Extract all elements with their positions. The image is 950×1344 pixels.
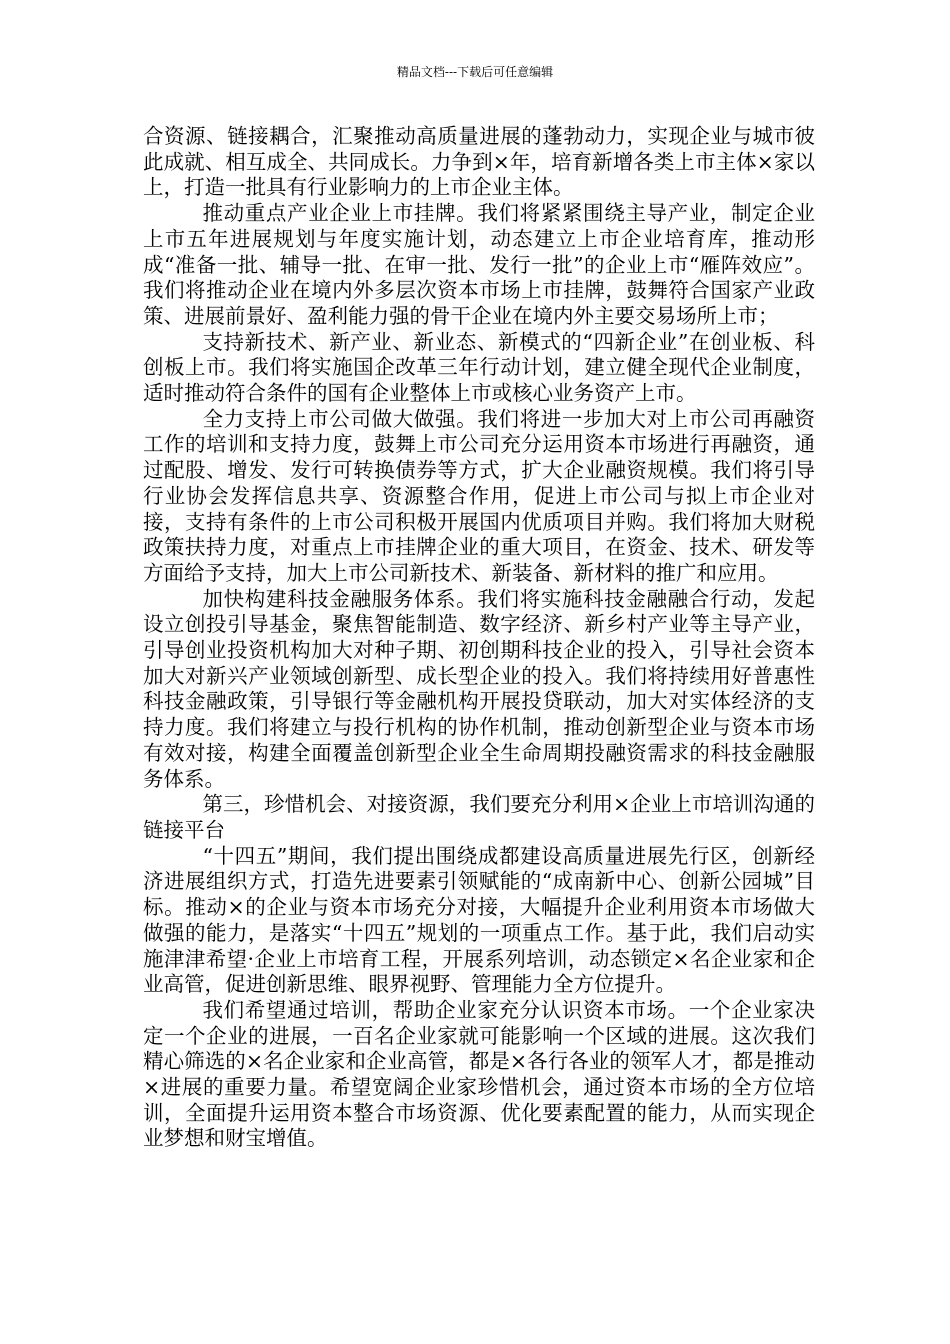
paragraph-6: 第三，珍惜机会、对接资源，我们要充分利用×企业上市培训沟通的链接平台: [143, 792, 815, 842]
paragraph-7: “十四五”期间，我们提出围绕成都建设高质量进展先行区，创新经济进展组织方式，打造先进要素引领赋能的“成南新中心、创新公园城”目标。推动×的企业与资本市场充分对接，大幅提升企业利用资本市场做大做强的能力，是落实“十四五”规划的一项重点工作。基于此，我们启动实施津津希望·企业上市培育工程，开展系列培训，动态锁定×名企业家和企业高管，促进创新思维、眼界视野、管理能力全方位提升。: [143, 843, 815, 997]
paragraph-5: 加快构建科技金融服务体系。我们将实施科技金融融合行动，发起设立创投引导基金，聚焦智能制造、数字经济、新乡村产业等主导产业，引导创业投资机构加大对种子期、初创期科技企业的投入，引导社会资本加大对新兴产业领域创新型、成长型企业的投入。我们将持续用好普惠性科技金融政策，引导银行等金融机构开展投贷联动，加大对实体经济的支持力度。我们将建立与投行机构的协作机制，推动创新型企业与资本市场有效对接，构建全面覆盖创新型企业全生命周期投融资需求的科技金融服务体系。: [143, 586, 815, 791]
paragraph-1: 合资源、链接耦合，汇聚推动高质量进展的蓬勃动力，实现企业与城市彼此成就、相互成全、共同成长。力争到×年，培育新增各类上市主体×家以上，打造一批具有行业影响力的上市企业主体。: [143, 124, 815, 200]
paragraph-4: 全力支持上市公司做大做强。我们将进一步加大对上市公司再融资工作的培训和支持力度，鼓舞上市公司充分运用资本市场进行再融资，通过配股、增发、发行可转换债券等方式，扩大企业融资规模。我们将引导行业协会发挥信息共享、资源整合作用，促进上市公司与拟上市企业对接，支持有条件的上市公司积极开展国内优质项目并购。我们将加大财税政策扶持力度，对重点上市挂牌企业的重大项目，在资金、技术、研发等方面给予支持，加大上市公司新技术、新装备、新材料的推广和应用。: [143, 406, 815, 585]
document-body: [143, 124, 815, 1152]
paragraph-2: 推动重点产业企业上市挂牌。我们将紧紧围绕主导产业，制定企业上市五年进展规划与年度实施计划，动态建立上市企业培育库，推动形成“准备一批、辅导一批、在审一批、发行一批”的企业上市“雁阵效应”。我们将推动企业在境内外多层次资本市场上市挂牌，鼓舞符合国家产业政策、进展前景好、盈利能力强的骨干企业在境内外主要交易场所上市；: [143, 201, 815, 328]
page-header: 精品文档---下载后可任意编辑: [396, 65, 554, 79]
paragraph-8: 我们希望通过培训，帮助企业家充分认识资本市场。一个企业家决定一个企业的进展，一百名企业家就可能影响一个区域的进展。这次我们精心筛选的×名企业家和企业高管，都是×各行各业的领军人才，都是推动×进展的重要力量。希望宽阔企业家珍惜机会，通过资本市场的全方位培训，全面提升运用资本整合市场资源、优化要素配置的能力，从而实现企业梦想和财宝增值。: [143, 997, 815, 1151]
paragraph-3: 支持新技术、新产业、新业态、新模式的“四新企业”在创业板、科创板上市。我们将实施国企改革三年行动计划，建立健全现代企业制度，适时推动符合条件的国有企业整体上市或核心业务资产上市。: [143, 329, 815, 406]
